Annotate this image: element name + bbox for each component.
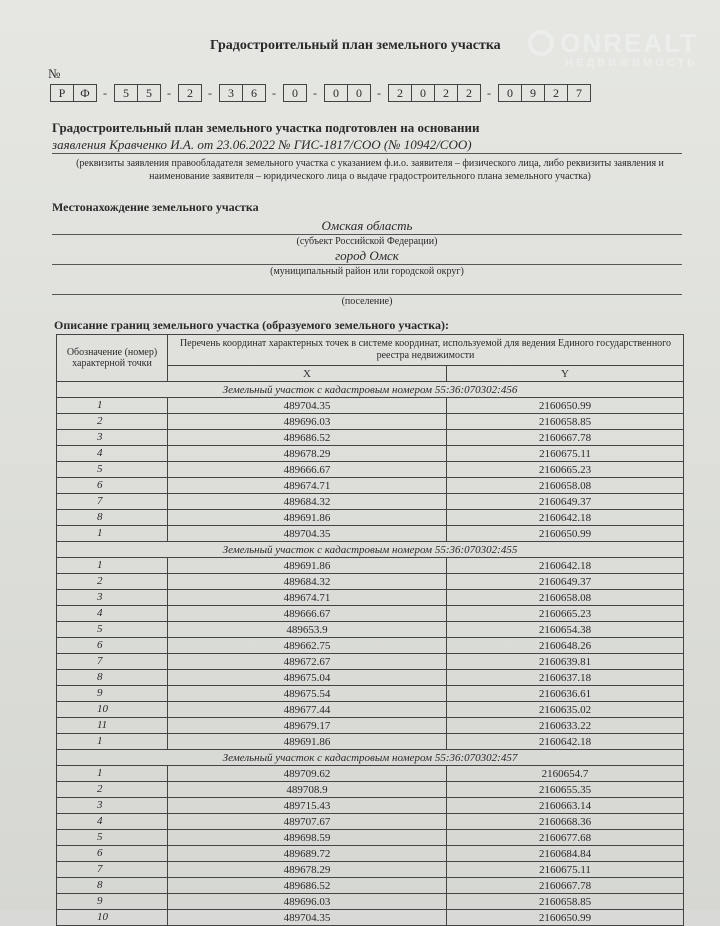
basis-heading: Градостроительный план земельного участка подготовлен на основании: [52, 120, 480, 135]
coord-x: 489707.67: [168, 814, 447, 830]
point-number: 1: [57, 766, 168, 782]
number-separator: -: [272, 85, 276, 100]
point-number: 3: [57, 590, 168, 606]
table-row: [57, 878, 684, 894]
point-number: 10: [57, 702, 168, 718]
watermark-sub: НЕДВИЖИМОСТЬ: [565, 57, 698, 69]
point-number: 10: [57, 910, 168, 926]
section-header-row: [57, 750, 684, 766]
coord-y: 2160633.22: [447, 718, 684, 734]
coord-y: 2160684.84: [447, 846, 684, 862]
point-number: 2: [57, 782, 168, 798]
coord-x: 489704.35: [168, 398, 447, 414]
coord-x: 489708.9: [168, 782, 447, 798]
coord-y: 2160654.7: [447, 766, 684, 782]
coord-x: 489678.29: [168, 446, 447, 462]
coord-x: 489709.62: [168, 766, 447, 782]
location-region-note: (субъект Российской Федерации): [296, 236, 438, 247]
number-separator: -: [103, 85, 107, 100]
location-settlement: [52, 278, 682, 295]
table-row: [57, 398, 684, 414]
number-digit-box: 2: [457, 84, 481, 102]
page-title: Градостроительный план земельного участка: [210, 38, 501, 53]
table-row: [57, 430, 684, 446]
point-number: 8: [57, 878, 168, 894]
point-number: 3: [57, 430, 168, 446]
coordinates-table: [56, 334, 684, 926]
table-row: [57, 558, 684, 574]
coord-y: 2160667.78: [447, 878, 684, 894]
number-digit-box: 2: [388, 84, 412, 102]
coord-x: 489677.44: [168, 702, 447, 718]
table-row: [57, 862, 684, 878]
table-row: [57, 718, 684, 734]
number-digit-box: 0: [498, 84, 522, 102]
section-title: Земельный участок с кадастровым номером 55:36:070302:455: [57, 542, 684, 558]
coord-x: 489684.32: [168, 574, 447, 590]
table-row: [57, 494, 684, 510]
point-number: 6: [57, 478, 168, 494]
coord-x: 489704.35: [168, 526, 447, 542]
number-digit-box: 0: [411, 84, 435, 102]
point-number: 7: [57, 654, 168, 670]
point-number: 4: [57, 814, 168, 830]
coord-x: 489704.35: [168, 910, 447, 926]
number-separator: -: [487, 85, 491, 100]
point-number: 5: [57, 462, 168, 478]
coord-y: 2160642.18: [447, 558, 684, 574]
coord-y: 2160650.99: [447, 526, 684, 542]
coord-x: 489715.43: [168, 798, 447, 814]
coord-y: 2160665.23: [447, 606, 684, 622]
section-header-row: [57, 382, 684, 398]
point-number: 6: [57, 846, 168, 862]
coord-y: 2160637.18: [447, 670, 684, 686]
point-number: 4: [57, 446, 168, 462]
coord-y: 2160658.08: [447, 478, 684, 494]
number-separator: -: [313, 85, 317, 100]
number-separator: -: [377, 85, 381, 100]
point-number: 2: [57, 414, 168, 430]
coord-y: 2160642.18: [447, 734, 684, 750]
coord-y: 2160663.14: [447, 798, 684, 814]
coord-y: 2160650.99: [447, 910, 684, 926]
coord-y: 2160675.11: [447, 862, 684, 878]
table-row: [57, 814, 684, 830]
point-number: 8: [57, 670, 168, 686]
coord-x: 489686.52: [168, 430, 447, 446]
table-row: [57, 702, 684, 718]
coord-x: 489698.59: [168, 830, 447, 846]
point-number: 7: [57, 494, 168, 510]
table-row: [57, 478, 684, 494]
table-row: [57, 846, 684, 862]
point-number: 1: [57, 526, 168, 542]
point-number: 5: [57, 622, 168, 638]
table-row: [57, 606, 684, 622]
coord-y: 2160648.26: [447, 638, 684, 654]
coord-y: 2160658.85: [447, 414, 684, 430]
number-separator: -: [167, 85, 171, 100]
coord-x: 489678.29: [168, 862, 447, 878]
point-number: 9: [57, 894, 168, 910]
coord-x: 489674.71: [168, 590, 447, 606]
coord-x: 489691.86: [168, 510, 447, 526]
table-row: [57, 622, 684, 638]
number-digit-box: 5: [114, 84, 138, 102]
coord-y: 2160658.08: [447, 590, 684, 606]
location-settlement-note: (поселение): [341, 296, 393, 307]
coord-x: 489689.72: [168, 846, 447, 862]
onrealt-logo-icon: [528, 30, 554, 56]
point-number: 5: [57, 830, 168, 846]
coord-y: 2160649.37: [447, 574, 684, 590]
point-number: 3: [57, 798, 168, 814]
col-y-header: Y: [447, 366, 684, 382]
coord-x: 489684.32: [168, 494, 447, 510]
coord-y: 2160635.02: [447, 702, 684, 718]
table-row: [57, 446, 684, 462]
table-row: [57, 638, 684, 654]
coord-y: 2160642.18: [447, 510, 684, 526]
coord-y: 2160675.11: [447, 446, 684, 462]
coord-x: 489696.03: [168, 894, 447, 910]
table-row: [57, 830, 684, 846]
coord-x: 489666.67: [168, 462, 447, 478]
coord-y: 2160665.23: [447, 462, 684, 478]
point-number: 9: [57, 686, 168, 702]
col-point-header: Обозначение (номер) характерной точки: [57, 335, 168, 382]
section-title: Земельный участок с кадастровым номером 55:36:070302:456: [57, 382, 684, 398]
number-digit-box: 7: [567, 84, 591, 102]
coord-x: 489662.75: [168, 638, 447, 654]
coord-x: 489675.04: [168, 670, 447, 686]
table-row: [57, 510, 684, 526]
table-row: [57, 574, 684, 590]
coord-y: 2160668.36: [447, 814, 684, 830]
plan-number: [50, 84, 590, 102]
point-number: 8: [57, 510, 168, 526]
number-digit-box: 0: [347, 84, 371, 102]
coord-x: 489666.67: [168, 606, 447, 622]
coord-x: 489653.9: [168, 622, 447, 638]
basis-value: заявления Кравченко И.А. от 23.06.2022 № ГИС-1817/СОО (№ 10942/СОО): [52, 137, 682, 154]
coord-x: 489691.86: [168, 734, 447, 750]
table-row: [57, 894, 684, 910]
table-row: [57, 670, 684, 686]
table-row: [57, 590, 684, 606]
location-region: Омская область: [52, 218, 682, 235]
coord-y: 2160649.37: [447, 494, 684, 510]
coord-y: 2160655.35: [447, 782, 684, 798]
number-digit-box: 0: [283, 84, 307, 102]
coord-y: 2160654.38: [447, 622, 684, 638]
number-digit-box: 2: [178, 84, 202, 102]
number-digit-box: 5: [137, 84, 161, 102]
number-digit-box: 9: [521, 84, 545, 102]
number-digit-box: 0: [324, 84, 348, 102]
point-number: 4: [57, 606, 168, 622]
point-number: 1: [57, 398, 168, 414]
coord-x: 489686.52: [168, 878, 447, 894]
number-digit-box: 2: [434, 84, 458, 102]
section-title: Земельный участок с кадастровым номером 55:36:070302:457: [57, 750, 684, 766]
point-number: 6: [57, 638, 168, 654]
table-row: [57, 654, 684, 670]
number-digit-box: Ф: [73, 84, 97, 102]
location-heading: Местонахождение земельного участка: [52, 200, 259, 214]
coord-x: 489672.67: [168, 654, 447, 670]
table-row: [57, 526, 684, 542]
point-number: 1: [57, 558, 168, 574]
coord-y: 2160677.68: [447, 830, 684, 846]
col-x-header: X: [168, 366, 447, 382]
table-row: [57, 462, 684, 478]
location-city-note: (муниципальный район или городской округ): [270, 266, 464, 277]
watermark-brand: ONREALT: [560, 28, 698, 58]
number-digit-box: 3: [219, 84, 243, 102]
table-row: [57, 686, 684, 702]
table-row: [57, 734, 684, 750]
number-digit-box: 6: [242, 84, 266, 102]
basis-note: (реквизиты заявления правообладателя земельного участка с указанием ф.и.о. заявителя – физического лица, либо реквизиты заявления и наименование заявителя – юридического лица о выдаче градостроительного плана земельного участка): [76, 158, 664, 182]
coord-y: 2160658.85: [447, 894, 684, 910]
point-number: 1: [57, 734, 168, 750]
table-row: [57, 414, 684, 430]
coord-y: 2160650.99: [447, 398, 684, 414]
col-group-header: Перечень координат характерных точек в системе координат, используемой для ведения Единого государственного реестра недвижимости: [168, 335, 684, 366]
table-row: [57, 798, 684, 814]
coord-y: 2160667.78: [447, 430, 684, 446]
number-digit-box: 2: [544, 84, 568, 102]
table-row: [57, 910, 684, 926]
coord-x: 489691.86: [168, 558, 447, 574]
point-number: 11: [57, 718, 168, 734]
watermark: [528, 28, 698, 69]
coord-x: 489696.03: [168, 414, 447, 430]
description-heading: Описание границ земельного участка (образуемого земельного участка):: [54, 318, 450, 332]
section-header-row: [57, 542, 684, 558]
coord-y: 2160639.81: [447, 654, 684, 670]
table-row: [57, 766, 684, 782]
number-separator: -: [208, 85, 212, 100]
location-city: город Омск: [52, 248, 682, 265]
point-number: 7: [57, 862, 168, 878]
coord-x: 489679.17: [168, 718, 447, 734]
table-row: [57, 782, 684, 798]
coord-x: 489674.71: [168, 478, 447, 494]
point-number: 2: [57, 574, 168, 590]
coord-y: 2160636.61: [447, 686, 684, 702]
number-label: №: [48, 66, 61, 81]
coord-x: 489675.54: [168, 686, 447, 702]
number-digit-box: Р: [50, 84, 74, 102]
